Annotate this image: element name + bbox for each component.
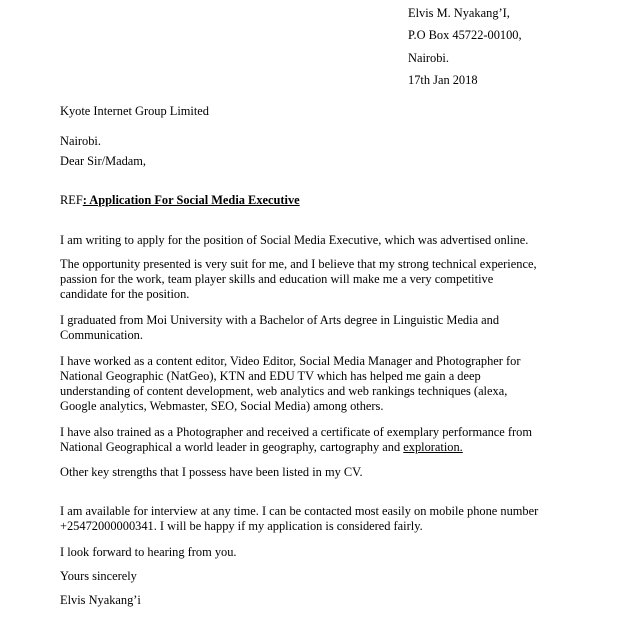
salutation: Dear Sir/Madam, <box>60 154 147 168</box>
recipient-city: Nairobi. <box>60 134 101 148</box>
sender-po-box: P.O Box 45722-00100, <box>408 28 522 43</box>
paragraph-1: I am writing to apply for the position of Social Media Executive, which was advertised online. <box>60 233 529 247</box>
paragraph-8: I look forward to hearing from you. <box>60 545 237 559</box>
paragraph-4: I have worked as a content editor, Video Editor, Social Media Manager and Photographer for National Geographic (NatGeo), KTN and EDU TV which has helped me gain a deep understanding of content development, web analytics and web rankings techniques (alexa, Google analytics, Webmaster, SEO, Social Media) among others. <box>60 354 521 413</box>
recipient-address-block <box>60 134 580 169</box>
paragraph-5: I have also trained as a Photographer and received a certificate of exemplary performance from National Geographical a world leader in geography, cartography and exploration. <box>60 425 532 454</box>
signature: Elvis Nyakang’i <box>60 593 141 607</box>
paragraph-7: I am available for interview at any time. I can be contacted most easily on mobile phone number +25472000000341. I will be happy if my application is considered fairly. <box>60 504 539 533</box>
paragraph-6: Other key strengths that I possess have been listed in my CV. <box>60 465 363 479</box>
ref-title: : Application For Social Media Executive <box>82 193 300 207</box>
reference-line <box>60 193 580 208</box>
ref-prefix: REF <box>60 193 83 207</box>
sender-address-block <box>408 4 522 93</box>
letter-date: 17th Jan 2018 <box>408 72 478 87</box>
exploration-link: exploration. <box>403 440 463 454</box>
closing: Yours sincerely <box>60 569 137 583</box>
recipient-company: Kyote Internet Group Limited <box>60 104 209 118</box>
paragraph-3: I graduated from Moi University with a Bachelor of Arts degree in Linguistic Media and Communication. <box>60 313 500 342</box>
paragraph-2: The opportunity presented is very suit for me, and I believe that my strong technical experience, passion for the work, team player skills and education will make me a very competitive candidate for the position. <box>60 257 537 301</box>
sender-name: Elvis M. Nyakang’I, <box>408 6 510 20</box>
sender-city: Nairobi. <box>408 50 449 65</box>
